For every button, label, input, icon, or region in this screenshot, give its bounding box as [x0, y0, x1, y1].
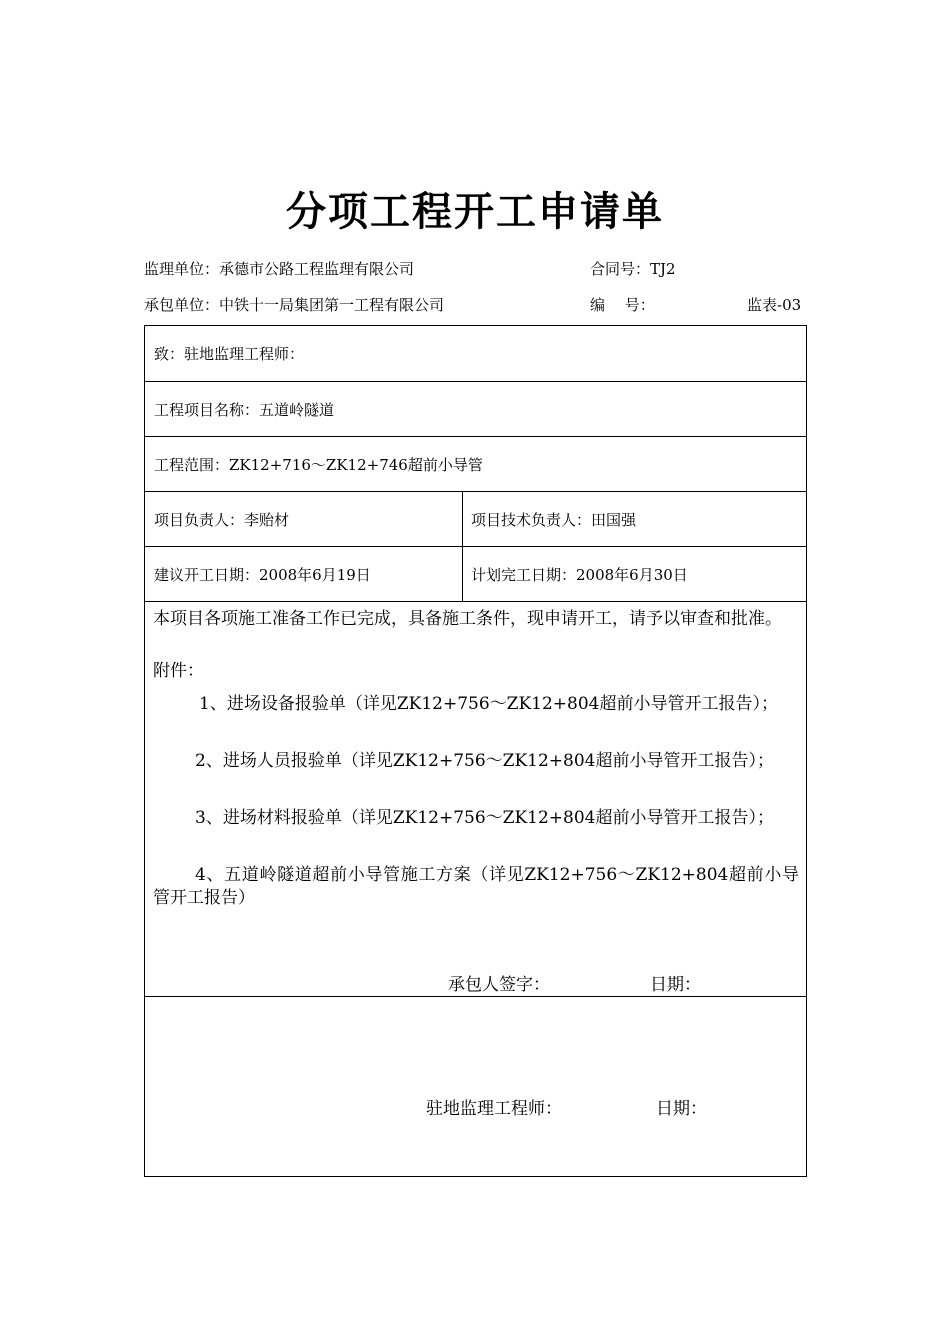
statement: 本项目各项施工准备工作已完成，具备施工条件，现申请开工，请予以审查和批准。 [153, 609, 782, 629]
row-scope [145, 437, 806, 492]
end-date: 计划完工日期：2008年6月30日 [471, 565, 688, 584]
contractor-date-label: 日期： [650, 975, 701, 995]
project-manager: 项目负责人：李贻材 [154, 510, 290, 529]
row-dates [145, 547, 806, 602]
engineer-signature-label: 驻地监理工程师： [426, 1099, 562, 1119]
contractor-signature-label: 承包人签字： [448, 975, 550, 995]
supervisor-unit: 监理单位：承德市公路工程监理有限公司 [144, 260, 415, 278]
attachment-item: 3、进场材料报验单（详见ZK12+756～ZK12+804超前小导管开工报告）； [195, 808, 774, 828]
attachment-item: 1、进场设备报验单（详见ZK12+756～ZK12+804超前小导管开工报告）； [199, 694, 778, 714]
attachments-label: 附件： [153, 661, 204, 681]
project-name: 工程项目名称：五道岭隧道 [154, 400, 335, 419]
attachment-item: 4、五道岭隧道超前小导管施工方案（详见ZK12+756～ZK12+804超前小导管开工报告） [153, 865, 799, 908]
attachment-item: 2、进场人员报验单（详见ZK12+756～ZK12+804超前小导管开工报告）； [195, 751, 774, 771]
page-title: 分项工程开工申请单 [286, 188, 664, 235]
addressee: 致：驻地监理工程师： [154, 345, 305, 363]
contractor-unit: 承包单位：中铁十一局集团第一工程有限公司 [144, 296, 445, 314]
row-managers [145, 492, 806, 547]
tech-manager: 项目技术负责人：田国强 [471, 510, 637, 529]
form-code: 监表-03 [747, 296, 802, 314]
project-scope: 工程范围：ZK12+716～ZK12+746超前小导管 [154, 455, 483, 474]
row-project-name [145, 382, 806, 437]
application-table [144, 325, 807, 1177]
start-date: 建议开工日期：2008年6月19日 [154, 565, 371, 584]
application-body [145, 602, 806, 997]
contract-number: 合同号：TJ2 [590, 260, 676, 278]
engineer-date-label: 日期： [656, 1099, 707, 1119]
serial-number-label: 编 号： [590, 296, 655, 314]
row-addressee [145, 326, 806, 382]
